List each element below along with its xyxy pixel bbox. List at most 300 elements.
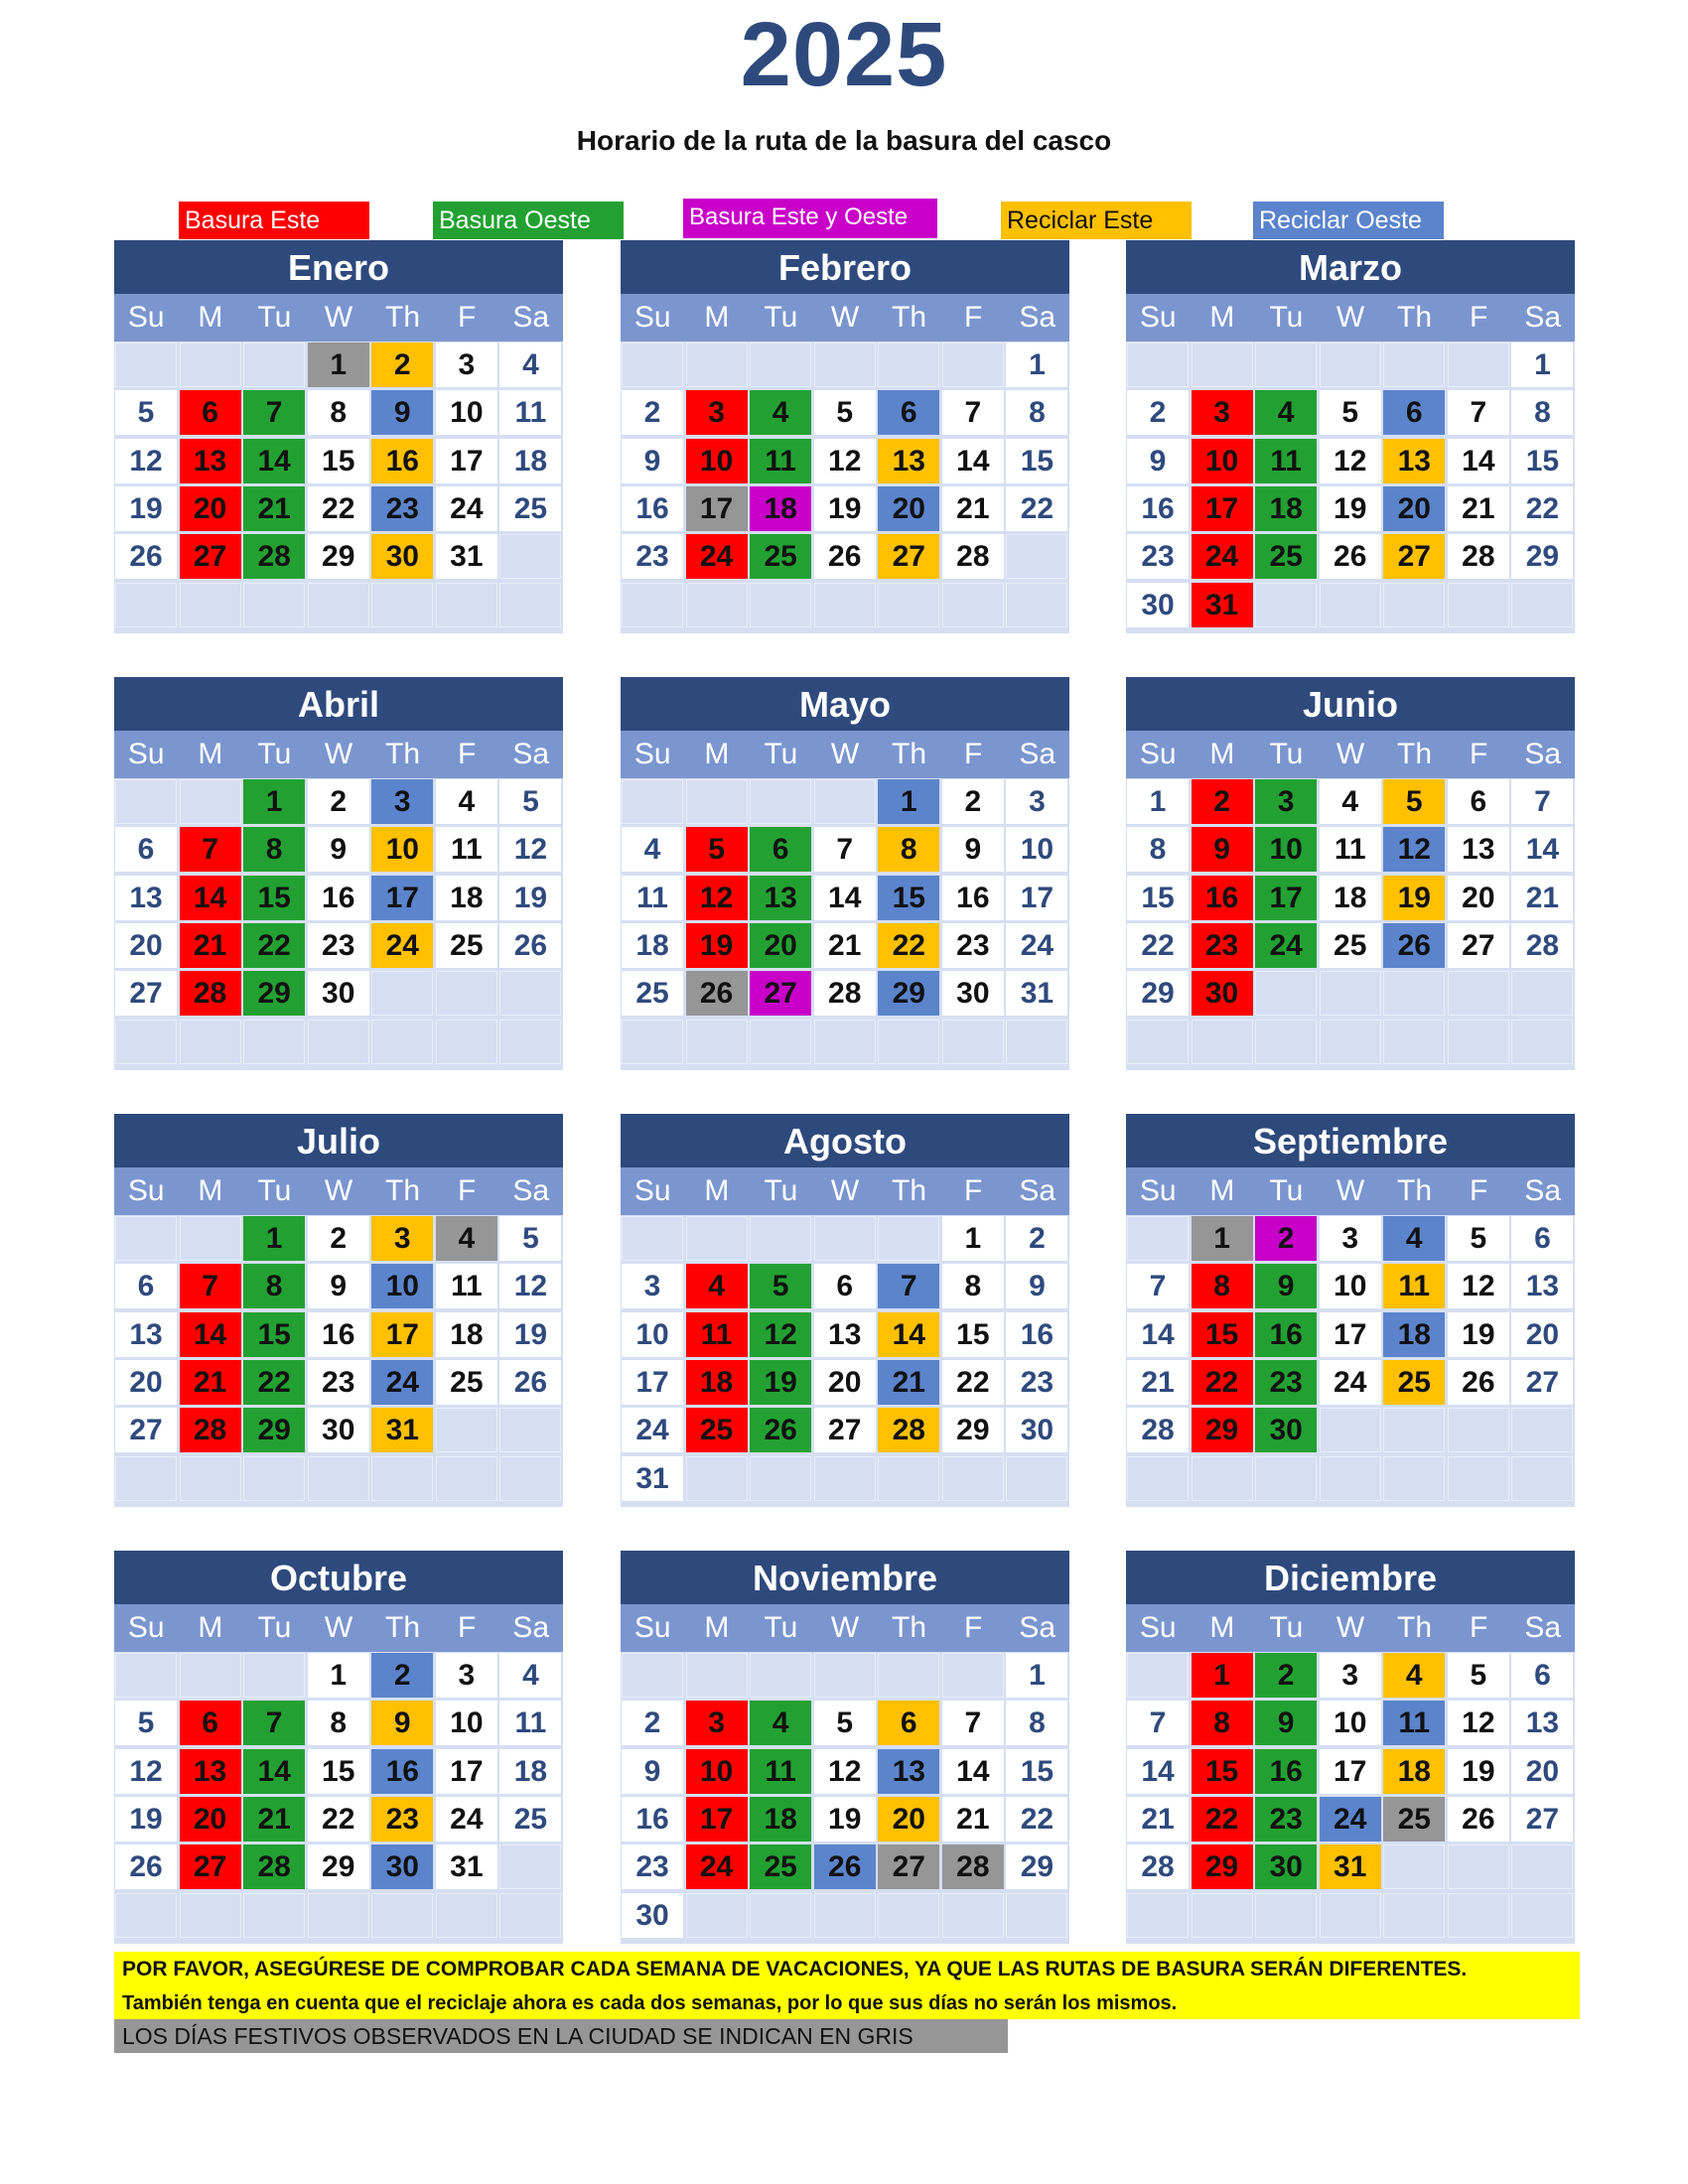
day-cell: 27 — [180, 1844, 241, 1889]
day-cell: 18 — [436, 876, 497, 920]
day-cell: 12 — [814, 1749, 876, 1794]
weekday-label: F — [457, 1611, 477, 1644]
weekday-label: Tu — [257, 738, 292, 770]
day-cell: 19 — [1448, 1749, 1509, 1794]
day-cell: 20 — [750, 923, 811, 968]
day-cell: 30 — [371, 1844, 433, 1889]
day-cell: 1 — [308, 342, 369, 387]
day-cell: 29 — [243, 1408, 305, 1452]
day-cell: 26 — [115, 534, 177, 579]
empty-day-cell — [1006, 534, 1067, 579]
empty-day-cell — [180, 1456, 241, 1501]
empty-day-cell — [308, 1456, 369, 1501]
empty-day-cell — [371, 1893, 433, 1938]
day-cell: 6 — [115, 1264, 177, 1308]
month-title: Abril — [114, 677, 563, 731]
month-abril — [114, 677, 563, 1070]
empty-day-cell — [243, 342, 305, 387]
day-cell: 14 — [180, 1312, 241, 1357]
day-cell: 18 — [436, 1312, 497, 1357]
day-cell: 12 — [1320, 439, 1381, 483]
day-cell: 15 — [243, 876, 305, 920]
day-cell: 22 — [1127, 923, 1189, 968]
day-cell: 9 — [1255, 1701, 1317, 1745]
day-cell: 2 — [308, 779, 369, 824]
empty-day-cell — [1383, 971, 1445, 1016]
weekday-header-row — [1126, 1167, 1575, 1215]
day-cell: 23 — [1127, 534, 1189, 579]
month-title: Julio — [114, 1114, 563, 1167]
day-cell: 29 — [1192, 1844, 1253, 1889]
day-cell: 13 — [814, 1312, 876, 1357]
day-cell: 29 — [1192, 1408, 1253, 1452]
day-cell: 17 — [436, 1749, 497, 1794]
day-cell: 19 — [814, 1797, 876, 1842]
day-cell: 14 — [180, 876, 241, 920]
day-cell: 18 — [1383, 1312, 1445, 1357]
weekday-label: W — [1336, 1174, 1365, 1207]
day-cell: 11 — [1383, 1264, 1445, 1308]
empty-day-cell — [1448, 583, 1509, 627]
empty-day-cell — [180, 583, 241, 627]
day-cell: 12 — [499, 827, 561, 872]
day-cell: 16 — [1127, 486, 1189, 531]
day-cell: 7 — [243, 390, 305, 435]
day-cell: 11 — [622, 876, 683, 920]
day-cell: 24 — [1320, 1360, 1381, 1405]
day-cell: 1 — [1006, 1653, 1067, 1698]
empty-day-cell — [1192, 1893, 1253, 1938]
day-cell: 10 — [686, 1749, 748, 1794]
empty-day-cell — [1511, 1893, 1573, 1938]
day-cell: 1 — [1192, 1653, 1253, 1698]
day-cell: 12 — [750, 1312, 811, 1357]
empty-day-cell — [1448, 971, 1509, 1016]
day-cell: 15 — [1511, 439, 1573, 483]
day-cell: 20 — [1511, 1749, 1573, 1794]
day-cell: 7 — [180, 1264, 241, 1308]
weekday-label: M — [704, 301, 730, 334]
day-cell: 8 — [878, 827, 939, 872]
empty-day-cell — [622, 583, 683, 627]
day-cell: 10 — [436, 390, 497, 435]
empty-day-cell — [814, 1020, 876, 1064]
legend-basura-este-y-oeste: Basura Este y Oeste — [683, 199, 937, 238]
day-cell: 18 — [1255, 486, 1317, 531]
day-cell: 15 — [878, 876, 939, 920]
day-cell: 30 — [308, 971, 369, 1016]
weekday-label: Sa — [512, 301, 550, 334]
weekday-label: M — [1209, 1611, 1235, 1644]
day-cell: 13 — [1383, 439, 1445, 483]
weekday-label: Su — [127, 1174, 165, 1207]
empty-day-cell — [1255, 971, 1317, 1016]
empty-day-cell — [115, 1653, 177, 1698]
day-cell: 20 — [115, 923, 177, 968]
day-cell: 10 — [686, 439, 748, 483]
empty-day-cell — [814, 1456, 876, 1501]
day-cell: 28 — [942, 1844, 1004, 1889]
day-cell: 25 — [1383, 1360, 1445, 1405]
day-cell: 8 — [1127, 827, 1189, 872]
weekday-label: W — [830, 738, 860, 770]
empty-day-cell — [436, 1020, 497, 1064]
month-title: Diciembre — [1126, 1551, 1575, 1604]
day-cell: 26 — [750, 1408, 811, 1452]
day-cell: 20 — [878, 486, 939, 531]
day-cell: 3 — [1255, 779, 1317, 824]
day-cell: 25 — [750, 534, 811, 579]
day-cell: 15 — [1006, 1749, 1067, 1794]
empty-day-cell — [750, 1893, 811, 1938]
day-cell: 8 — [308, 1701, 369, 1745]
day-cell: 14 — [814, 876, 876, 920]
month-noviembre — [621, 1551, 1069, 1944]
day-cell: 18 — [499, 1749, 561, 1794]
empty-day-cell — [1383, 583, 1445, 627]
empty-day-cell — [686, 1216, 748, 1261]
day-cell: 5 — [1320, 390, 1381, 435]
day-cell: 26 — [1383, 923, 1445, 968]
day-cell: 25 — [1383, 1797, 1445, 1842]
weekday-label: Sa — [1524, 301, 1562, 334]
day-cell: 20 — [814, 1360, 876, 1405]
calendar-subtitle: Horario de la ruta de la basura del casco — [576, 125, 1112, 156]
day-cell: 9 — [371, 1701, 433, 1745]
weekday-label: F — [963, 1174, 983, 1207]
day-cell: 25 — [436, 1360, 497, 1405]
weekday-label: Sa — [1524, 1174, 1562, 1207]
empty-day-cell — [622, 779, 683, 824]
legend-basura-oeste: Basura Oeste — [433, 202, 624, 239]
day-cell: 3 — [1006, 779, 1067, 824]
empty-day-cell — [499, 971, 561, 1016]
empty-day-cell — [942, 1893, 1004, 1938]
empty-day-cell — [180, 342, 241, 387]
day-cell: 24 — [686, 534, 748, 579]
day-cell: 28 — [243, 1844, 305, 1889]
day-cell: 1 — [1006, 342, 1067, 387]
day-cell: 12 — [1383, 827, 1445, 872]
empty-day-cell — [115, 1893, 177, 1938]
weekday-label: Su — [127, 738, 165, 770]
month-octubre — [114, 1551, 563, 1944]
weekday-label: M — [198, 1174, 223, 1207]
weekday-header-row — [621, 294, 1069, 341]
weekday-label: F — [963, 1611, 983, 1644]
day-cell: 16 — [1006, 1312, 1067, 1357]
day-cell: 3 — [686, 390, 748, 435]
day-cell: 1 — [243, 1216, 305, 1261]
day-cell: 26 — [499, 1360, 561, 1405]
weekday-label: Su — [633, 1174, 671, 1207]
month-title: Mayo — [621, 677, 1069, 731]
day-cell: 23 — [622, 1844, 683, 1889]
day-cell: 14 — [1127, 1312, 1189, 1357]
weekday-label: F — [1469, 301, 1488, 334]
day-cell: 18 — [499, 439, 561, 483]
day-cell: 9 — [622, 439, 683, 483]
day-cell: 13 — [878, 1749, 939, 1794]
empty-day-cell — [1320, 1408, 1381, 1452]
weekday-label: Th — [892, 1174, 927, 1207]
empty-day-cell — [1320, 1893, 1381, 1938]
day-cell: 23 — [308, 1360, 369, 1405]
day-cell: 8 — [1006, 1701, 1067, 1745]
empty-day-cell — [1448, 1893, 1509, 1938]
day-cell: 13 — [878, 439, 939, 483]
day-cell: 8 — [1511, 390, 1573, 435]
day-cell: 8 — [1192, 1264, 1253, 1308]
empty-day-cell — [1383, 1020, 1445, 1064]
empty-day-cell — [1448, 1844, 1509, 1889]
day-cell: 16 — [1192, 876, 1253, 920]
day-cell: 2 — [622, 390, 683, 435]
day-cell: 3 — [622, 1264, 683, 1308]
empty-day-cell — [436, 583, 497, 627]
day-cell: 2 — [942, 779, 1004, 824]
empty-day-cell — [1006, 1456, 1067, 1501]
empty-day-cell — [750, 1653, 811, 1698]
weekday-label: Th — [892, 738, 927, 770]
day-cell: 17 — [1320, 1312, 1381, 1357]
day-cell: 31 — [1320, 1844, 1381, 1889]
day-cell: 25 — [1320, 923, 1381, 968]
weekday-label: M — [198, 1611, 223, 1644]
day-cell: 13 — [180, 439, 241, 483]
month-title: Enero — [114, 240, 563, 294]
day-cell: 26 — [115, 1844, 177, 1889]
weekday-label: W — [830, 1174, 860, 1207]
day-cell: 1 — [308, 1653, 369, 1698]
month-agosto — [621, 1114, 1069, 1507]
day-cell: 7 — [180, 827, 241, 872]
calendar-year: 2025 — [740, 4, 948, 105]
day-cell: 9 — [308, 827, 369, 872]
day-cell: 18 — [750, 1797, 811, 1842]
day-cell: 19 — [115, 486, 177, 531]
weekday-label: Tu — [764, 738, 798, 770]
day-cell: 31 — [622, 1456, 683, 1501]
day-cell: 3 — [1320, 1216, 1381, 1261]
day-cell: 9 — [308, 1264, 369, 1308]
empty-day-cell — [686, 1893, 748, 1938]
day-cell: 19 — [1383, 876, 1445, 920]
day-cell: 22 — [1192, 1360, 1253, 1405]
day-cell: 11 — [1383, 1701, 1445, 1745]
day-cell: 10 — [371, 1264, 433, 1308]
day-cell: 5 — [499, 779, 561, 824]
day-cell: 11 — [499, 1701, 561, 1745]
day-cell: 8 — [243, 1264, 305, 1308]
weekday-label: M — [198, 738, 223, 770]
day-cell: 7 — [942, 390, 1004, 435]
day-cell: 21 — [814, 923, 876, 968]
weekday-label: Su — [1139, 1611, 1177, 1644]
day-cell: 20 — [180, 486, 241, 531]
day-cell: 2 — [1192, 779, 1253, 824]
empty-day-cell — [686, 1456, 748, 1501]
weekday-label: Sa — [1524, 1611, 1562, 1644]
day-cell: 21 — [243, 1797, 305, 1842]
day-cell: 18 — [1320, 876, 1381, 920]
month-enero — [114, 240, 563, 633]
day-cell: 28 — [180, 971, 241, 1016]
day-cell: 24 — [371, 923, 433, 968]
empty-day-cell — [878, 1216, 939, 1261]
day-cell: 3 — [436, 342, 497, 387]
day-cell: 5 — [1383, 779, 1445, 824]
weekday-label: Th — [385, 301, 421, 334]
weekday-header-row — [621, 1167, 1069, 1215]
empty-day-cell — [436, 1893, 497, 1938]
day-cell: 8 — [1006, 390, 1067, 435]
weekday-label: F — [457, 738, 477, 770]
day-cell: 5 — [499, 1216, 561, 1261]
day-cell: 31 — [1006, 971, 1067, 1016]
empty-day-cell — [1383, 342, 1445, 387]
day-cell: 25 — [1255, 534, 1317, 579]
empty-day-cell — [1383, 1456, 1445, 1501]
empty-day-cell — [115, 342, 177, 387]
day-cell: 16 — [371, 439, 433, 483]
day-cell: 6 — [814, 1264, 876, 1308]
empty-day-cell — [942, 1653, 1004, 1698]
day-cell: 11 — [1320, 827, 1381, 872]
empty-day-cell — [622, 342, 683, 387]
empty-day-cell — [180, 1216, 241, 1261]
day-cell: 21 — [1448, 486, 1509, 531]
day-cell: 10 — [1255, 827, 1317, 872]
day-cell: 16 — [308, 876, 369, 920]
day-cell: 12 — [814, 439, 876, 483]
weekday-label: Th — [1397, 301, 1433, 334]
month-title: Noviembre — [621, 1551, 1069, 1604]
day-cell: 17 — [686, 486, 748, 531]
day-cell: 14 — [878, 1312, 939, 1357]
weekday-header-row — [621, 1604, 1069, 1652]
day-cell: 26 — [814, 1844, 876, 1889]
weekday-label: Th — [385, 1174, 421, 1207]
empty-day-cell — [750, 342, 811, 387]
weekday-label: Th — [1397, 738, 1433, 770]
day-cell: 6 — [1448, 779, 1509, 824]
empty-day-cell — [1320, 583, 1381, 627]
day-cell: 7 — [942, 1701, 1004, 1745]
empty-day-cell — [814, 342, 876, 387]
day-cell: 16 — [371, 1749, 433, 1794]
weekday-label: Sa — [512, 1611, 550, 1644]
day-cell: 9 — [1006, 1264, 1067, 1308]
day-cell: 25 — [436, 923, 497, 968]
day-cell: 17 — [371, 876, 433, 920]
day-cell: 22 — [878, 923, 939, 968]
weekday-header-row — [114, 1604, 563, 1652]
day-cell: 19 — [1320, 486, 1381, 531]
empty-day-cell — [1192, 1020, 1253, 1064]
empty-day-cell — [750, 1216, 811, 1261]
day-cell: 27 — [1511, 1797, 1573, 1842]
day-cell: 3 — [371, 779, 433, 824]
weekday-label: W — [1336, 301, 1365, 334]
weekday-header-row — [1126, 731, 1575, 778]
weekday-label: W — [1336, 738, 1365, 770]
empty-day-cell — [499, 1408, 561, 1452]
day-cell: 8 — [308, 390, 369, 435]
day-cell: 25 — [499, 486, 561, 531]
month-title: Octubre — [114, 1551, 563, 1604]
day-cell: 23 — [1192, 923, 1253, 968]
day-cell: 23 — [371, 486, 433, 531]
empty-day-cell — [499, 1844, 561, 1889]
empty-day-cell — [1255, 342, 1317, 387]
weekday-label: W — [830, 301, 860, 334]
month-title: Febrero — [621, 240, 1069, 294]
day-cell: 9 — [1127, 439, 1189, 483]
day-cell: 14 — [1511, 827, 1573, 872]
day-cell: 27 — [878, 534, 939, 579]
day-cell: 14 — [243, 439, 305, 483]
empty-day-cell — [1448, 1020, 1509, 1064]
day-cell: 29 — [1006, 1844, 1067, 1889]
day-cell: 16 — [622, 486, 683, 531]
day-cell: 23 — [942, 923, 1004, 968]
day-cell: 26 — [1448, 1360, 1509, 1405]
empty-day-cell — [436, 1456, 497, 1501]
day-cell: 2 — [1006, 1216, 1067, 1261]
day-cell: 6 — [115, 827, 177, 872]
day-cell: 2 — [622, 1701, 683, 1745]
day-cell: 22 — [1006, 1797, 1067, 1842]
day-cell: 22 — [942, 1360, 1004, 1405]
day-cell: 7 — [1127, 1264, 1189, 1308]
day-cell: 19 — [1448, 1312, 1509, 1357]
empty-day-cell — [1320, 1020, 1381, 1064]
weekday-label: Sa — [1524, 738, 1562, 770]
weekday-header-row — [114, 1167, 563, 1215]
weekday-header-row — [114, 731, 563, 778]
empty-day-cell — [180, 1893, 241, 1938]
empty-day-cell — [1511, 583, 1573, 627]
empty-day-cell — [180, 1653, 241, 1698]
empty-day-cell — [115, 779, 177, 824]
empty-day-cell — [115, 583, 177, 627]
day-cell: 21 — [1127, 1797, 1189, 1842]
day-cell: 12 — [686, 876, 748, 920]
empty-day-cell — [1511, 971, 1573, 1016]
day-cell: 17 — [1255, 876, 1317, 920]
day-cell: 10 — [1320, 1264, 1381, 1308]
day-cell: 5 — [1448, 1653, 1509, 1698]
day-cell: 7 — [814, 827, 876, 872]
empty-day-cell — [1448, 342, 1509, 387]
weekday-label: Th — [1397, 1174, 1433, 1207]
day-cell: 8 — [942, 1264, 1004, 1308]
day-cell: 17 — [1006, 876, 1067, 920]
day-cell: 5 — [750, 1264, 811, 1308]
empty-day-cell — [499, 1020, 561, 1064]
day-cell: 3 — [1192, 390, 1253, 435]
month-title: Marzo — [1126, 240, 1575, 294]
day-cell: 23 — [1006, 1360, 1067, 1405]
day-cell: 1 — [878, 779, 939, 824]
day-cell: 22 — [308, 486, 369, 531]
empty-day-cell — [308, 1020, 369, 1064]
day-cell: 19 — [814, 486, 876, 531]
day-cell: 3 — [686, 1701, 748, 1745]
weekday-label: Th — [385, 738, 421, 770]
weekday-label: Su — [633, 738, 671, 770]
